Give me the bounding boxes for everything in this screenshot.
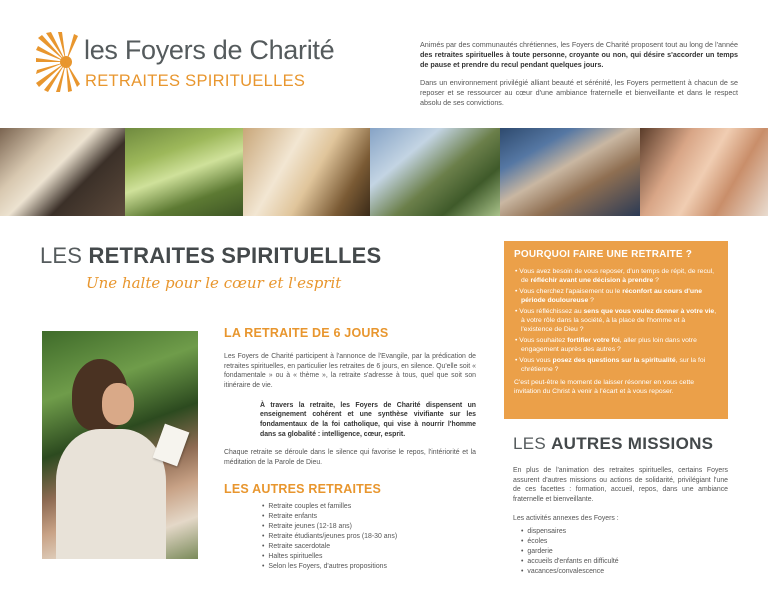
list-text-bold: réfléchir avant une décision à prendre — [530, 277, 654, 285]
list-item: • Retraite étudiants/jeunes pros (18-30 ans) — [262, 532, 476, 542]
list-text: Vous vous — [519, 356, 553, 364]
list-item — [514, 287, 718, 305]
intro-text-bold: des retraites spirituelles à toute personne, croyante ou non, qui désire s'accorder un temps de pause et prendre du recul pendant quelques jours. — [420, 49, 738, 69]
list-item: • Retraite sacerdotale — [262, 542, 476, 552]
photo-body-shape — [56, 429, 166, 559]
photo-face-shape — [102, 383, 134, 425]
intro-text — [420, 40, 738, 117]
reading-woman-photo — [42, 331, 198, 559]
list-text: Vous souhaitez — [519, 336, 568, 344]
missions-paragraph-2: Les activités annexes des Foyers : — [513, 514, 619, 522]
missions-heading-light: LES — [513, 434, 552, 453]
list-text: , aller plus loin dans votre engagement auprès des autres ? — [521, 336, 697, 354]
list-item: • Haltes spirituelles — [262, 552, 476, 562]
brand-subtitle: RETRAITES SPIRITUELLES — [85, 72, 306, 90]
other-retreats-heading: LES AUTRES RETRAITES — [224, 481, 382, 496]
missions-paragraph-1: En plus de l'animation des retraites spirituelles, certains Foyers assurent d'autres missions ou actions de solidarité, privilégiant l'une de ces facettes : formation, accueil, repos, dans une ambiance fraternelle et bienveillante. — [513, 467, 728, 504]
six-days-quote: À travers la retraite, les Foyers de Charité dispensent un enseignement cohérent et une synthèse vivifiante sur les fondamentaux de la foi catholique, qui vise à nourrir l'homme dans sa globalité : intelligence, cœur, esprit. — [260, 401, 476, 438]
list-item: • dispensaires — [521, 527, 728, 537]
list-text: , à votre rôle dans la société, à la place de l'homme et à l'existence de Dieu ? — [521, 307, 717, 334]
writing-photo — [243, 128, 370, 216]
group-photo — [500, 128, 640, 216]
why-retreat-box — [504, 241, 728, 419]
page-title — [40, 243, 381, 269]
brand-logo — [36, 32, 376, 96]
six-days-section — [224, 326, 476, 572]
meadow-photo — [125, 128, 243, 216]
list-item — [514, 356, 718, 374]
list-item: • Selon les Foyers, d'autres propositions — [262, 562, 476, 572]
list-text: Vous réfléchissez au — [519, 307, 584, 315]
list-item — [514, 336, 718, 354]
intro-text-a: Animés par des communautés chrétiennes, les Foyers de Charité proposent tout au long de l'année — [420, 40, 738, 49]
missions-heading-bold: AUTRES MISSIONS — [551, 434, 714, 453]
why-retreat-list — [514, 267, 718, 374]
chapel-photo — [0, 128, 125, 216]
list-item: • Retraite couples et familles — [262, 502, 476, 512]
six-days-heading: LA RETRAITE DE 6 JOURS — [224, 326, 389, 340]
missions-section — [513, 434, 728, 577]
brand-title: les Foyers de Charité — [84, 35, 335, 65]
six-days-paragraph-2: Chaque retraite se déroule dans le silence qui favorise le repos, l'intériorité et la méditation de la Parole de Dieu. — [224, 449, 476, 466]
list-item: • écoles — [521, 537, 728, 547]
list-text: , sur la foi chrétienne ? — [521, 356, 706, 374]
mountain-walk-photo — [370, 128, 500, 216]
page-title-light: LES — [40, 243, 89, 268]
list-item — [514, 307, 718, 335]
list-text-bold: fortifier votre foi — [567, 336, 620, 344]
missions-list — [521, 527, 728, 577]
missions-heading — [513, 434, 728, 454]
why-retreat-heading: POURQUOI FAIRE UNE RETRAITE ? — [514, 249, 693, 260]
list-text: ? — [588, 297, 594, 305]
list-text: ? — [653, 277, 659, 285]
list-text-bold: posez des questions sur la spiritualité — [552, 356, 676, 364]
list-item: • accueils d'enfants en difficulté — [521, 557, 728, 567]
why-retreat-footer: C'est peut-être le moment de laisser résonner en vous cette invitation du Christ à venir à l'écart et à vous reposer. — [514, 379, 694, 396]
list-text: Vous cherchez l'apaisement ou le — [519, 287, 623, 295]
photo-strip — [0, 128, 768, 216]
intro-paragraph-2: Dans un environnement privilégié alliant beauté et sérénité, les Foyers permettent à chacun de se reposer et se ressourcer au cœur d'une ambiance fraternelle et bienveillante et dans le respect absolu de ses convictions. — [420, 78, 738, 107]
sunburst-icon — [36, 32, 80, 92]
other-retreats-list — [262, 502, 476, 572]
list-text: Vous avez besoin de vous reposer, d'un temps de répit, de recul, de — [519, 268, 715, 285]
list-item — [514, 267, 718, 285]
smiling-woman-photo — [640, 128, 768, 216]
list-item: • vacances/convalescence — [521, 567, 728, 577]
tagline: Une halte pour le cœur et l'esprit — [86, 274, 342, 292]
list-item: • Retraite enfants — [262, 512, 476, 522]
list-text-bold: sens que vous voulez donner à votre vie — [583, 307, 715, 315]
six-days-paragraph-1: Les Foyers de Charité participent à l'annonce de l'Evangile, par la prédication de retraites spirituelles, en particulier les retraites de 6 jours, en silence. Qu'elle soit « fondamentale » ou à « thème », la retraite s'adresse à tous, quel que soit son itinéraire de vie. — [224, 353, 476, 390]
intro-paragraph-1 — [420, 40, 738, 69]
list-item: • garderie — [521, 547, 728, 557]
page-title-bold: RETRAITES SPIRITUELLES — [88, 243, 382, 268]
list-item: • Retraite jeunes (12-18 ans) — [262, 522, 476, 532]
list-text-bold: réconfort au cours d'une période douloureuse — [521, 287, 703, 305]
